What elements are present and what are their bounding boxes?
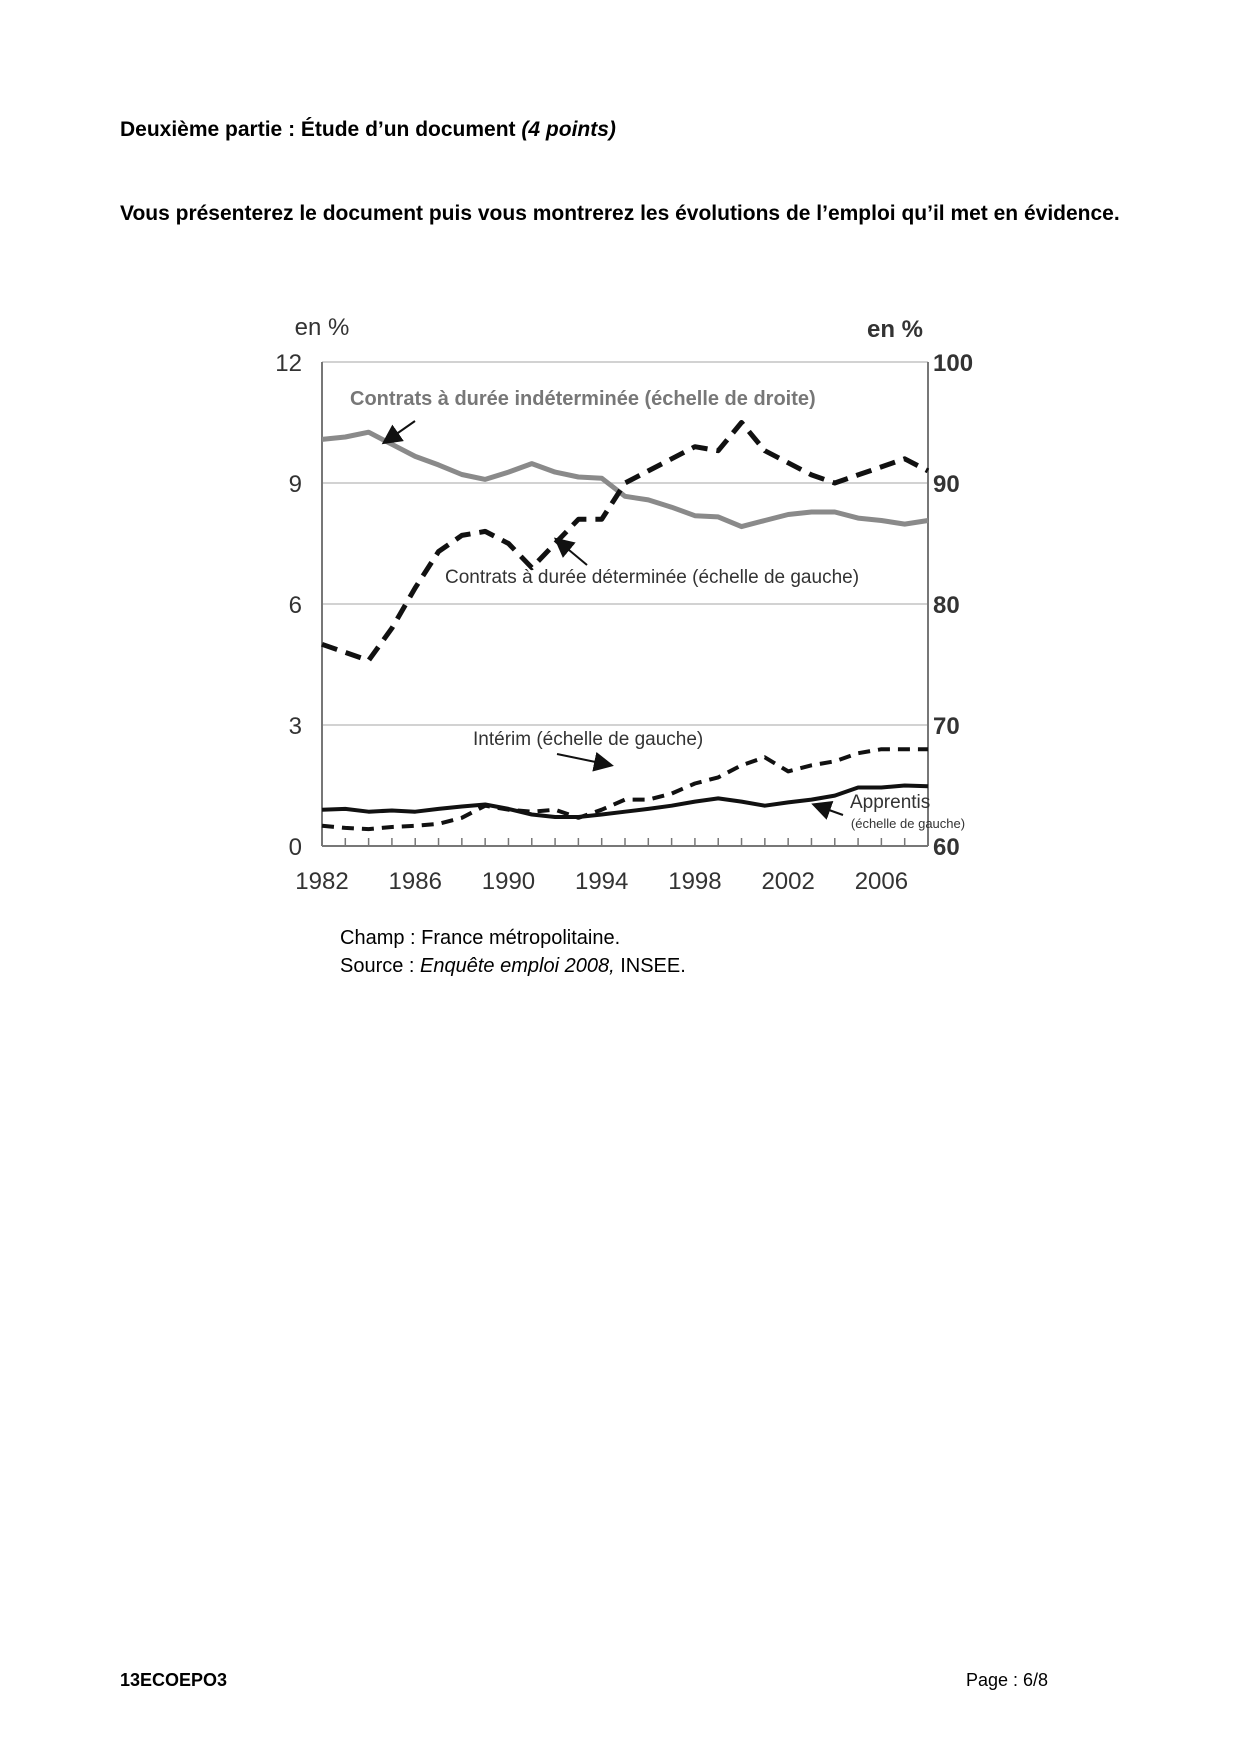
right-tick-label-80: 80: [933, 592, 960, 619]
x-tick-label-2002: 2002: [761, 868, 815, 895]
part-title: [120, 118, 616, 142]
arrow-apprentis: [815, 805, 843, 815]
instructions: Vous présenterez le document puis vous montrerez les évolutions de l’emploi qu’il met en évidence.: [120, 202, 1120, 225]
right-tick-label-70: 70: [933, 713, 960, 740]
caption-champ: Champ : France métropolitaine.: [340, 927, 621, 949]
arrow-interim: [557, 754, 610, 765]
x-tick-label-1994: 1994: [574, 868, 629, 895]
source-prefix: Source :: [340, 955, 421, 977]
x-tick-label-2006: 2006: [854, 868, 909, 895]
left-tick-label-9: 9: [288, 471, 302, 498]
label-cdd: Contrats à durée déterminée (échelle de gauche): [445, 567, 860, 588]
right-tick-label-100: 100: [933, 350, 974, 377]
left-tick-label-6: 6: [288, 592, 302, 619]
x-tick-label-1990: 1990: [481, 868, 536, 895]
label-cdi: Contrats à durée indéterminée (échelle de droite): [350, 388, 816, 410]
left-tick-label-3: 3: [288, 713, 302, 740]
right-tick-label-60: 60: [933, 834, 960, 861]
caption-source: [340, 952, 686, 980]
left-tick-label-0: 0: [288, 834, 302, 861]
right-tick-label-90: 90: [933, 471, 960, 498]
left-tick-label-12: 12: [275, 350, 302, 377]
label-apprentis: Apprentis: [850, 792, 931, 813]
arrow-cdd: [557, 540, 587, 565]
series-line-1: [322, 423, 928, 661]
chart-grid: [322, 362, 928, 725]
caption: [340, 924, 686, 980]
left-unit-label: en %: [294, 314, 350, 341]
label-apprentis-sub: (échelle de gauche): [850, 816, 966, 831]
source-title: Enquête emploi 2008,: [420, 955, 615, 977]
x-tick-label-1982: 1982: [295, 868, 349, 895]
arrow-cdi: [385, 421, 415, 442]
right-unit-label: en %: [866, 316, 924, 343]
label-interim: Intérim (échelle de gauche): [473, 729, 704, 750]
employment-chart: [265, 305, 985, 905]
part-points: (4 points): [521, 118, 616, 141]
series-line-2: [322, 749, 931, 829]
chart-labels: [350, 388, 965, 831]
source-org: INSEE.: [614, 955, 686, 977]
x-tick-label-1998: 1998: [668, 868, 722, 895]
series-line-0: [322, 432, 928, 526]
footer-page: Page : 6/8: [966, 1670, 1049, 1690]
part-title-text: Deuxième partie : Étude d’un document: [120, 118, 516, 141]
x-tick-label-1986: 1986: [388, 868, 442, 895]
footer-code: 13ECOEPO3: [120, 1670, 228, 1690]
